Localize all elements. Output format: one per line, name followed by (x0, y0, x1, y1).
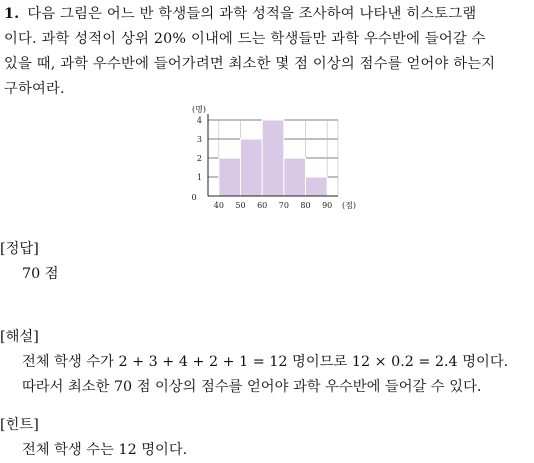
histogram-bar (241, 139, 263, 196)
x-tick-label: 70 (278, 201, 289, 210)
y-tick-label: 1 (196, 173, 202, 182)
x-tick-label: 40 (213, 201, 224, 210)
x-tick-label: 60 (257, 201, 268, 210)
problem-line-4: 구하여라. (4, 81, 65, 97)
hint-heading: [힌트] (0, 417, 39, 433)
explanation-line-1: 전체 학생 수가 2 + 3 + 4 + 2 + 1 = 12 명이므로 12 × 0.2 = 2.4 명이다. (22, 354, 509, 370)
histogram-bar (262, 120, 284, 196)
x-axis-label: (점) (342, 201, 356, 210)
problem-line-2: 이다. 과학 성적이 상위 20% 이내에 드는 학생들만 과학 우수반에 들어갈 수 (4, 31, 486, 47)
problem-number: 1. (4, 6, 20, 22)
answer-heading: [정답] (0, 241, 39, 257)
x-tick-label: 50 (235, 201, 246, 210)
y-axis-label: (명) (192, 105, 206, 114)
answer-section (0, 237, 534, 287)
answer-text: 70 점 (22, 266, 59, 282)
explanation-heading: [해설] (0, 329, 39, 345)
problem-text (4, 2, 532, 102)
problem-line-1: 1. 다음 그림은 어느 반 학생들의 과학 성적을 조사하여 나타낸 히스토그램 (4, 6, 477, 22)
histogram-chart (186, 102, 356, 214)
histogram-bar (219, 158, 241, 196)
y-tick-label: 2 (196, 154, 202, 163)
problem-line-3: 있을 때, 과학 우수반에 들어가려면 최소한 몇 점 이상의 점수를 얻어야 하는지 (4, 56, 496, 72)
explanation-line-2: 따라서 최소한 70 점 이상의 점수를 얻어야 과학 우수반에 들어갈 수 있다. (22, 379, 482, 395)
hint-text: 전체 학생 수는 12 명이다. (22, 442, 188, 458)
y-tick-label: 3 (196, 135, 202, 144)
histogram-svg (186, 102, 356, 214)
x-tick-label: 80 (300, 201, 311, 210)
origin-label: 0 (191, 193, 197, 202)
y-tick-label: 4 (196, 116, 202, 125)
hint-section (0, 413, 534, 463)
x-tick-label: 90 (322, 201, 333, 210)
histogram-bar (284, 158, 306, 196)
histogram-bar (306, 177, 328, 196)
explanation-section (0, 325, 534, 400)
